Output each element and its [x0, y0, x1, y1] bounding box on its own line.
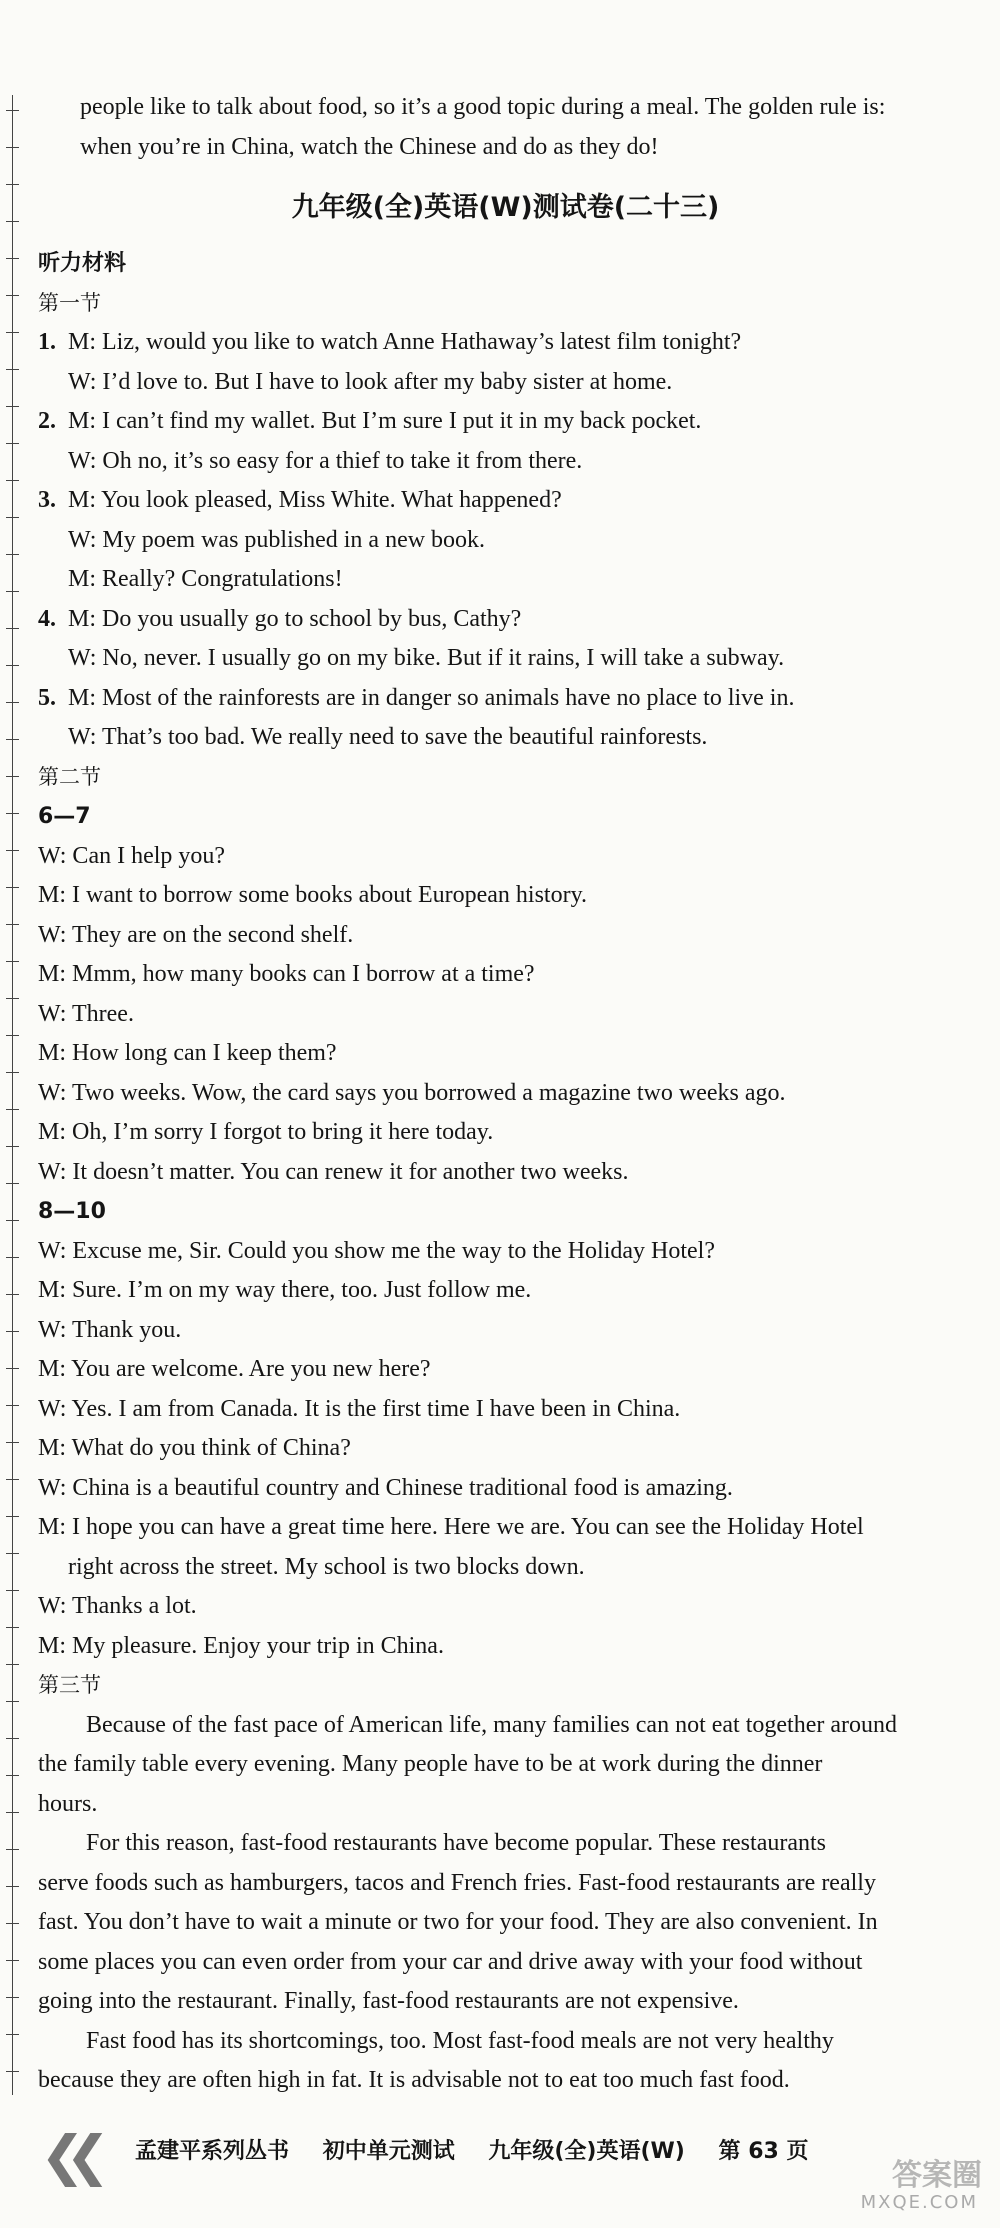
footer-book: 初中单元测试 [322, 2139, 455, 2164]
margin-tick [6, 1516, 19, 1517]
footer-page-number: 第 63 页 [718, 2139, 809, 2164]
margin-tick [6, 1664, 19, 1665]
margin-tick [6, 665, 19, 666]
dialog-text: M: Most of the rainforests are in danger so animals have no place to live in. [68, 684, 795, 711]
margin-tick [6, 887, 19, 888]
section1-dialogs [38, 323, 973, 758]
dialog-line [38, 639, 973, 679]
margin-tick [6, 1109, 19, 1110]
dialog-range: 6—7 [38, 804, 91, 829]
section2-label: 第二节 [38, 764, 101, 789]
dialog-line: M: What do you think of China? [38, 1435, 351, 1461]
dialog-line: W: Two weeks. Wow, the card says you borrowed a magazine two weeks ago. [38, 1079, 786, 1106]
margin-tick [6, 554, 19, 555]
page-footer [40, 2116, 980, 2187]
margin-tick [6, 1072, 19, 1073]
section1-label: 第一节 [38, 290, 101, 315]
dialog-line: M: How long can I keep them? [38, 1040, 337, 1066]
margin-tick [6, 702, 19, 703]
passage [38, 1706, 973, 2101]
margin-tick [6, 1997, 19, 1998]
margin-tick [6, 332, 19, 333]
dialog-line [38, 718, 973, 758]
dialog-line: M: You are welcome. Are you new here? [38, 1356, 431, 1382]
margin-tick [6, 1553, 19, 1554]
dialog-text: M: Liz, would you like to watch Anne Hathaway’s latest film tonight? [68, 329, 742, 355]
dialog-line [38, 560, 973, 600]
margin-tick [6, 221, 19, 222]
dialog-text: M: Do you usually go to school by bus, Cathy? [68, 605, 522, 632]
margin-tick [6, 628, 19, 629]
question-number: 3. [38, 487, 56, 513]
dialog-line [38, 402, 973, 442]
margin-tick [6, 406, 19, 407]
margin-tick [6, 147, 19, 148]
page-title: 九年级(全)英语(W)测试卷(二十三) [291, 192, 720, 223]
passage-line: some places you can even order from your car and drive away with your food without [38, 1948, 863, 1975]
margin-tick [6, 1405, 19, 1406]
passage-line: Because of the fast pace of American life, many families can not eat together around [86, 1711, 897, 1738]
dialog-line: M: I hope you can have a great time here. Here we are. You can see the Holiday Hotel [38, 1514, 864, 1540]
margin-tick [6, 1775, 19, 1776]
dialog-6-7 [38, 837, 973, 1193]
question-number: 5. [38, 684, 56, 711]
dialog-line: M: I want to borrow some books about European history. [38, 882, 588, 908]
margin-tick [6, 1701, 19, 1702]
intro-line: when you’re in China, watch the Chinese and do as they do! [80, 133, 659, 160]
dialog-line [38, 481, 973, 521]
passage-line: fast. You don’t have to wait a minute or two for your food. They are also convenient. In [38, 1909, 878, 1935]
chevron-left-icon: ❮❮ [40, 2124, 91, 2187]
page-content [38, 88, 973, 2101]
margin-tick [6, 295, 19, 296]
margin-tick [6, 1886, 19, 1887]
margin-tick [6, 480, 19, 481]
margin-tick [6, 739, 19, 740]
margin-tick [6, 1294, 19, 1295]
dialog-line [38, 521, 973, 561]
margin-tick [6, 517, 19, 518]
margin-tick [6, 2071, 19, 2072]
margin-tick [6, 1479, 19, 1480]
dialog-line: W: Excuse me, Sir. Could you show me the way to the Holiday Hotel? [38, 1237, 715, 1264]
footer-text [135, 2134, 834, 2165]
dialog-line [38, 323, 973, 363]
margin-tick [6, 1220, 19, 1221]
margin-tick [6, 1812, 19, 1813]
question-number: 1. [38, 329, 56, 355]
margin-tick [6, 813, 19, 814]
intro-line: people like to talk about food, so it’s a good topic during a meal. The golden rule is: [80, 94, 886, 120]
passage-line: For this reason, fast-food restaurants have become popular. These restaurants [86, 1830, 826, 1856]
watermark-url: MXQE.COM [860, 2192, 978, 2213]
margin-tick [6, 443, 19, 444]
dialog-line [38, 363, 973, 403]
margin-tick [6, 1183, 19, 1184]
dialog-range: 8—10 [38, 1199, 106, 1224]
dialog-text: W: My poem was published in a new book. [68, 526, 486, 553]
passage-line: the family table every evening. Many people have to be at work during the dinner [38, 1751, 823, 1777]
margin-tick [6, 924, 19, 925]
dialog-text: M: You look pleased, Miss White. What happened? [68, 487, 562, 513]
margin-tick [6, 1257, 19, 1258]
dialog-line: W: Thank you. [38, 1316, 182, 1343]
margin-tick [6, 776, 19, 777]
dialog-line: M: My pleasure. Enjoy your trip in China. [38, 1632, 444, 1659]
margin-tick [6, 1627, 19, 1628]
margin-tick [6, 1923, 19, 1924]
dialog-8-10 [38, 1232, 973, 1548]
dialog-line: M: Sure. I’m on my way there, too. Just follow me. [38, 1277, 532, 1303]
margin-tick [6, 961, 19, 962]
margin-tick [6, 369, 19, 370]
dialog-text: M: I can’t find my wallet. But I’m sure I put it in my back pocket. [68, 408, 702, 434]
margin-tick [6, 2034, 19, 2035]
margin-tick [6, 850, 19, 851]
margin-tick [6, 1035, 19, 1036]
margin-tick [6, 1146, 19, 1147]
passage-line: serve foods such as hamburgers, tacos and French fries. Fast-food restaurants are really [38, 1869, 876, 1896]
passage-line: hours. [38, 1790, 98, 1817]
dialog-line [38, 679, 973, 719]
dialog-line: W: Thanks a lot. [38, 1593, 197, 1619]
dialog-text: M: Really? Congratulations! [68, 566, 343, 592]
intro-text [38, 88, 973, 167]
section3-label: 第三节 [38, 1673, 101, 1697]
passage-line: because they are often high in fat. It is advisable not to eat too much fast food. [38, 2067, 790, 2093]
question-number: 4. [38, 605, 56, 632]
margin-tick [6, 258, 19, 259]
margin-tick [6, 998, 19, 999]
margin-tick [6, 1442, 19, 1443]
margin-tick [6, 591, 19, 592]
dialog-line: W: They are on the second shelf. [38, 921, 354, 948]
dialog-text: W: I’d love to. But I have to look after my baby sister at home. [68, 368, 673, 395]
dialog-line: W: It doesn’t matter. You can renew it for another two weeks. [38, 1158, 629, 1185]
margin-tick [6, 1590, 19, 1591]
dialog-line [38, 442, 973, 482]
dialog-8-10-end [38, 1587, 973, 1666]
margin-tick [6, 1849, 19, 1850]
binding-margin-line [12, 95, 13, 2095]
footer-series: 孟建平系列丛书 [135, 2139, 290, 2164]
margin-tick [6, 1331, 19, 1332]
margin-tick [6, 1960, 19, 1961]
margin-tick [6, 1368, 19, 1369]
dialog-line: W: China is a beautiful country and Chinese traditional food is amazing. [38, 1474, 733, 1501]
question-number: 2. [38, 408, 56, 434]
footer-subject: 九年级(全)英语(W) [488, 2139, 685, 2164]
passage-line: Fast food has its shortcomings, too. Most fast-food meals are not very healthy [86, 2027, 834, 2054]
dialog-line: M: Mmm, how many books can I borrow at a time? [38, 961, 535, 987]
dialog-line [38, 600, 973, 640]
margin-tick [6, 110, 19, 111]
passage-line: going into the restaurant. Finally, fast-food restaurants are not expensive. [38, 1988, 739, 2014]
margin-tick [6, 1738, 19, 1739]
dialog-text: W: Oh no, it’s so easy for a thief to take it from there. [68, 447, 583, 474]
listening-heading: 听力材料 [38, 251, 127, 276]
dialog-text: W: That’s too bad. We really need to save the beautiful rainforests. [68, 724, 708, 750]
dialog-continuation: right across the street. My school is two blocks down. [68, 1553, 585, 1580]
dialog-line: W: Three. [38, 1000, 134, 1027]
dialog-line: W: Yes. I am from Canada. It is the first time I have been in China. [38, 1395, 681, 1422]
margin-tick [6, 184, 19, 185]
watermark-logo: 答案圈 [892, 2158, 982, 2193]
dialog-text: W: No, never. I usually go on my bike. But if it rains, I will take a subway. [68, 645, 785, 671]
dialog-line: M: Oh, I’m sorry I forgot to bring it here today. [38, 1119, 494, 1145]
dialog-line: W: Can I help you? [38, 842, 226, 869]
